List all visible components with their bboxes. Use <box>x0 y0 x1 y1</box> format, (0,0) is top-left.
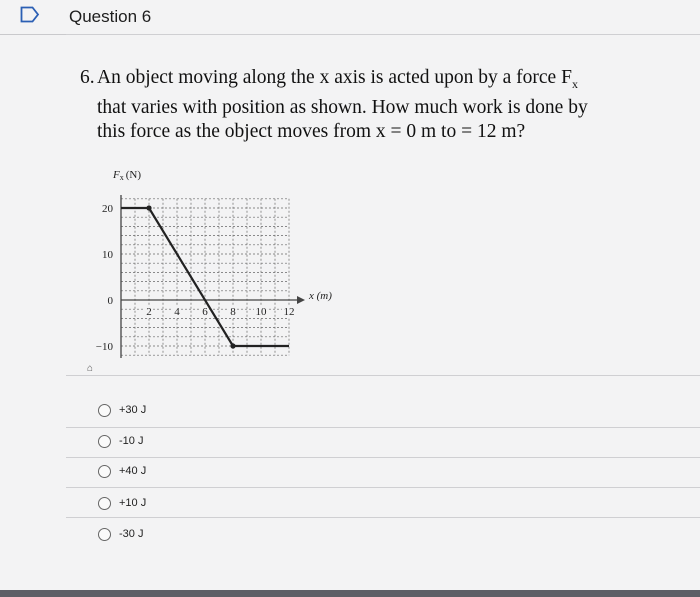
x-tick-label: 6 <box>202 306 208 318</box>
option-label: +30 J <box>119 404 147 416</box>
divider <box>66 375 700 376</box>
question-line-2: that varies with position as shown. How much work is done by <box>97 96 588 118</box>
option-label: +40 J <box>119 465 147 477</box>
force-curve-point <box>230 343 235 348</box>
graph-grid <box>121 199 289 355</box>
x-tick-label: 12 <box>283 306 295 318</box>
y-tick-label: −10 <box>95 341 113 353</box>
y-axis-label: Fx (N) <box>113 169 142 182</box>
y-tick-label: 10 <box>102 249 113 261</box>
force-curve-point <box>146 205 151 210</box>
x-axis-arrow <box>297 296 305 304</box>
option-label: -10 J <box>119 435 144 447</box>
radio-button[interactable] <box>98 528 111 541</box>
option-label: -30 J <box>119 528 144 540</box>
divider <box>66 517 700 518</box>
option-1[interactable] <box>98 403 146 417</box>
pin-icon[interactable]: ⌂ <box>87 363 94 374</box>
x-tick-label: 8 <box>230 306 236 318</box>
option-3[interactable] <box>98 464 146 478</box>
x-tick-labels <box>145 305 296 318</box>
question-number: 6. <box>80 67 95 88</box>
divider <box>66 487 700 488</box>
radio-button[interactable] <box>98 497 111 510</box>
x-tick-label: 10 <box>255 306 267 318</box>
x-tick-label: 2 <box>146 306 152 318</box>
question-line-3: this force as the object moves from x = 0 m to = 12 m? <box>97 120 526 142</box>
divider <box>66 427 700 428</box>
y-tick-label: 0 <box>107 295 113 307</box>
y-tick-label: 20 <box>102 203 113 215</box>
question-title: Question 6 <box>69 7 152 26</box>
y-tick-labels <box>96 203 114 353</box>
option-label: +10 J <box>119 497 147 509</box>
x-axis-label: x (m) <box>309 290 332 302</box>
question-line-1: An object moving along the x axis is acted upon by a force $F_x$ <box>97 67 578 91</box>
option-4[interactable] <box>98 496 146 510</box>
divider <box>66 457 700 458</box>
radio-button[interactable] <box>98 404 111 417</box>
option-2[interactable] <box>98 434 143 448</box>
x-tick-label: 4 <box>174 306 180 318</box>
option-5[interactable] <box>98 527 143 541</box>
radio-button[interactable] <box>98 465 111 478</box>
radio-button[interactable] <box>98 435 111 448</box>
